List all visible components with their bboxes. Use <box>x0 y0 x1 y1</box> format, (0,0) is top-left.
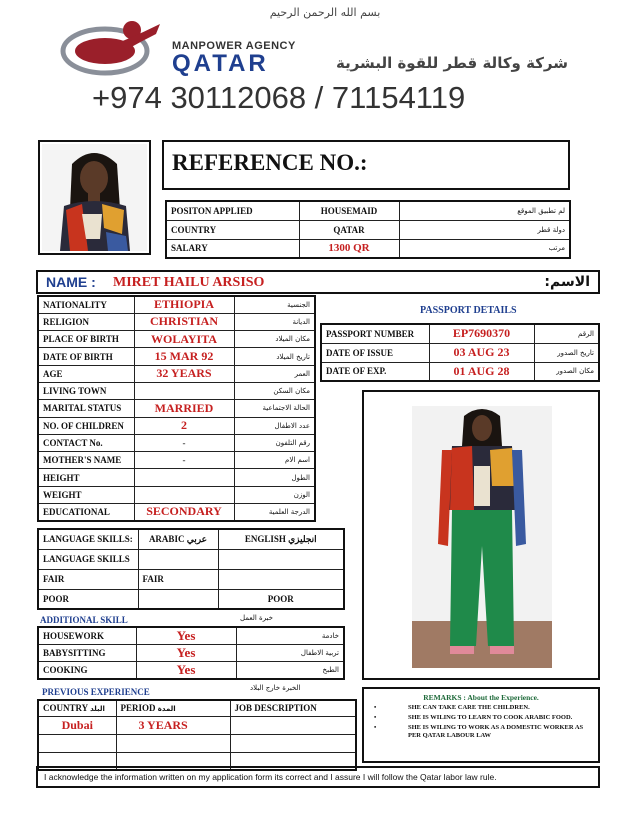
personal-row <box>38 469 315 486</box>
arabic-column-header: ARABIC عربي <box>138 529 218 549</box>
personal-row-value: CHRISTIAN <box>134 313 234 330</box>
portrait-photo-frame <box>38 140 151 255</box>
personal-row-value: - <box>134 452 234 469</box>
experience-country-value: Dubai <box>38 716 116 734</box>
experience-period-value: 3 YEARS <box>116 716 230 734</box>
portrait-photo <box>42 144 147 251</box>
personal-row <box>38 486 315 503</box>
personal-row-value: 2 <box>134 417 234 434</box>
english-column-header: ENGLISH انجليزي <box>218 529 344 549</box>
position-row-label: POSITON APPLIED <box>166 201 299 220</box>
personal-row-label: RELIGION <box>38 313 134 330</box>
position-row-arabic: لم تطبيق الموقع <box>399 201 570 220</box>
personal-row <box>38 434 315 451</box>
personal-row-label: PLACE OF BIRTH <box>38 331 134 348</box>
personal-row-label: NO. OF CHILDREN <box>38 417 134 434</box>
additional-skill-arabic: خبرة العمل <box>240 614 273 622</box>
personal-row-label: HEIGHT <box>38 469 134 486</box>
personal-row <box>38 331 315 348</box>
previous-experience-title: PREVIOUS EXPERIENCE <box>42 687 150 697</box>
personal-row-label: CONTACT No. <box>38 434 134 451</box>
bismillah-text: بسم الله الرحمن الرحيم <box>269 6 381 19</box>
personal-row-value: 32 YEARS <box>134 365 234 382</box>
header <box>0 0 627 125</box>
passport-row-value: 01 AUG 28 <box>429 362 534 381</box>
skill-row-value: Yes <box>136 627 236 645</box>
personal-row <box>38 313 315 330</box>
position-row-value: HOUSEMAID <box>299 201 399 220</box>
skills-table <box>37 626 345 680</box>
previous-experience-arabic: الخبرة خارج البلاد <box>250 684 301 692</box>
personal-row-label: NATIONALITY <box>38 296 134 313</box>
experience-table <box>37 699 357 771</box>
remark-item <box>370 714 592 722</box>
personal-table <box>37 295 316 522</box>
position-row <box>166 201 570 220</box>
personal-row-arabic: الديانة <box>234 313 315 330</box>
skill-row-label: HOUSEWORK <box>38 627 136 645</box>
position-table <box>165 200 571 259</box>
passport-row <box>321 362 599 381</box>
personal-row-arabic: الوزن <box>234 486 315 503</box>
passport-row-value: 03 AUG 23 <box>429 343 534 362</box>
passport-title: PASSPORT DETAILS <box>420 305 517 316</box>
skill-row-label: COOKING <box>38 662 136 680</box>
passport-row-label: DATE OF EXP. <box>321 362 429 381</box>
bullet-icon: • <box>374 704 377 711</box>
fullbody-photo-frame <box>362 390 600 680</box>
personal-row-arabic: تاريخ الميلاد <box>234 348 315 365</box>
name-label: NAME : <box>46 274 96 290</box>
language-skills-label: LANGUAGE SKILLS <box>38 549 138 569</box>
arabic-fair-value: FAIR <box>138 569 218 589</box>
personal-row-value: 15 MAR 92 <box>134 348 234 365</box>
english-poor-value: POOR <box>218 589 344 609</box>
passport-row-label: DATE OF ISSUE <box>321 343 429 362</box>
name-row <box>36 270 600 294</box>
reference-label: REFERENCE NO.: <box>172 150 368 175</box>
personal-row-arabic: الجنسية <box>234 296 315 313</box>
personal-row-label: AGE <box>38 365 134 382</box>
personal-row-label: LIVING TOWN <box>38 382 134 399</box>
remark-text: SHE CAN TAKE CARE THE CHILDREN. <box>408 704 530 711</box>
bullet-icon: • <box>374 724 377 731</box>
passport-row-arabic: تاريخ الصدور <box>534 343 599 362</box>
skill-row <box>38 662 344 680</box>
personal-row-arabic: اسم الام <box>234 452 315 469</box>
personal-row-label: MARITAL STATUS <box>38 400 134 417</box>
passport-table <box>320 323 600 382</box>
passport-row-value: EP7690370 <box>429 324 534 343</box>
position-row-label: SALARY <box>166 239 299 258</box>
personal-row <box>38 365 315 382</box>
personal-row-value: MARRIED <box>134 400 234 417</box>
personal-row-arabic: الدرجة العلمية <box>234 504 315 521</box>
personal-row-value: WOLAYITA <box>134 331 234 348</box>
skill-row-value: Yes <box>136 662 236 680</box>
passport-row-arabic: مكان الصدور <box>534 362 599 381</box>
remarks-list <box>370 704 592 740</box>
position-row-value: 1300 QR <box>299 239 399 258</box>
language-header-label: LANGUAGE SKILLS: <box>38 529 138 549</box>
passport-row-label: PASSPORT NUMBER <box>321 324 429 343</box>
skill-row-value: Yes <box>136 645 236 662</box>
bullet-icon: • <box>374 714 377 721</box>
skill-row-label: BABYSITTING <box>38 645 136 662</box>
skill-row-arabic: الطبخ <box>236 662 344 680</box>
personal-row <box>38 296 315 313</box>
personal-row <box>38 382 315 399</box>
phone-numbers: +974 30112068 / 71154119 <box>92 80 466 115</box>
personal-row <box>38 417 315 434</box>
personal-row <box>38 400 315 417</box>
personal-row-arabic: الحالة الاجتماعية <box>234 400 315 417</box>
personal-row-value <box>134 382 234 399</box>
agency-name: QATAR <box>172 50 269 77</box>
skill-row <box>38 645 344 662</box>
personal-row-label: MOTHER'S NAME <box>38 452 134 469</box>
skill-row-arabic: خادمة <box>236 627 344 645</box>
name-value: MIRET HAILU ARSISO <box>113 275 265 290</box>
personal-row <box>38 348 315 365</box>
skill-row-arabic: تربية الاطفال <box>236 645 344 662</box>
personal-row-arabic: عدد الاطفال <box>234 417 315 434</box>
agency-logo <box>60 16 170 78</box>
remarks-box <box>362 687 600 763</box>
remarks-title: REMARKS : About the Experience. <box>423 693 539 702</box>
personal-row <box>38 452 315 469</box>
remark-text: SHE IS WILING TO LEARN TO COOK ARABIC FOOD. <box>408 714 573 721</box>
personal-row-arabic: مكان الميلاد <box>234 331 315 348</box>
position-row-arabic: مرتب <box>399 239 570 258</box>
footer-acknowledgement: I acknowledge the information written on my application form its correct and I assure I will follow the Qatar labor law rule. <box>44 772 497 782</box>
personal-row-value: ETHIOPIA <box>134 296 234 313</box>
remark-item <box>370 704 592 712</box>
reference-box <box>162 140 570 190</box>
personal-row-arabic: مكان السكن <box>234 382 315 399</box>
country-column-header: COUNTRY البلد <box>38 700 116 716</box>
personal-row-arabic: رقم التلفون <box>234 434 315 451</box>
personal-row-value <box>134 486 234 503</box>
personal-row-value: SECONDARY <box>134 504 234 521</box>
position-row-label: COUNTRY <box>166 220 299 239</box>
fullbody-photo <box>412 406 552 668</box>
personal-row-label: WEIGHT <box>38 486 134 503</box>
agency-top-text: MANPOWER AGENCY <box>172 40 296 52</box>
agency-arabic-name: شركة وكالة قطر للقوة البشرية <box>336 54 568 72</box>
passport-row <box>321 324 599 343</box>
personal-row-label: EDUCATIONAL <box>38 504 134 521</box>
personal-row-arabic: الطول <box>234 469 315 486</box>
personal-row <box>38 504 315 521</box>
fair-label: FAIR <box>38 569 138 589</box>
personal-row-label: DATE OF BIRTH <box>38 348 134 365</box>
passport-row <box>321 343 599 362</box>
name-arabic-label: الاسم: <box>544 274 590 290</box>
position-row <box>166 239 570 258</box>
poor-label: POOR <box>38 589 138 609</box>
remark-text: SHE IS WILING TO WORK AS A DOMESTIC WORKER AS PER QATAR LABOUR LAW <box>408 724 584 739</box>
position-row <box>166 220 570 239</box>
additional-skill-title: ADDITIONAL SKILL <box>40 615 128 625</box>
passport-row-arabic: الرقم <box>534 324 599 343</box>
personal-row-value <box>134 469 234 486</box>
personal-row-value: - <box>134 434 234 451</box>
position-row-value: QATAR <box>299 220 399 239</box>
footer-box <box>36 766 600 788</box>
language-table <box>37 528 345 610</box>
period-column-header: PERIOD المدة <box>116 700 230 716</box>
remark-item <box>370 724 592 740</box>
personal-row-arabic: العمر <box>234 365 315 382</box>
position-row-arabic: دولة قطر <box>399 220 570 239</box>
skill-row <box>38 627 344 645</box>
job-description-column-header: JOB DESCRIPTION <box>230 700 356 716</box>
